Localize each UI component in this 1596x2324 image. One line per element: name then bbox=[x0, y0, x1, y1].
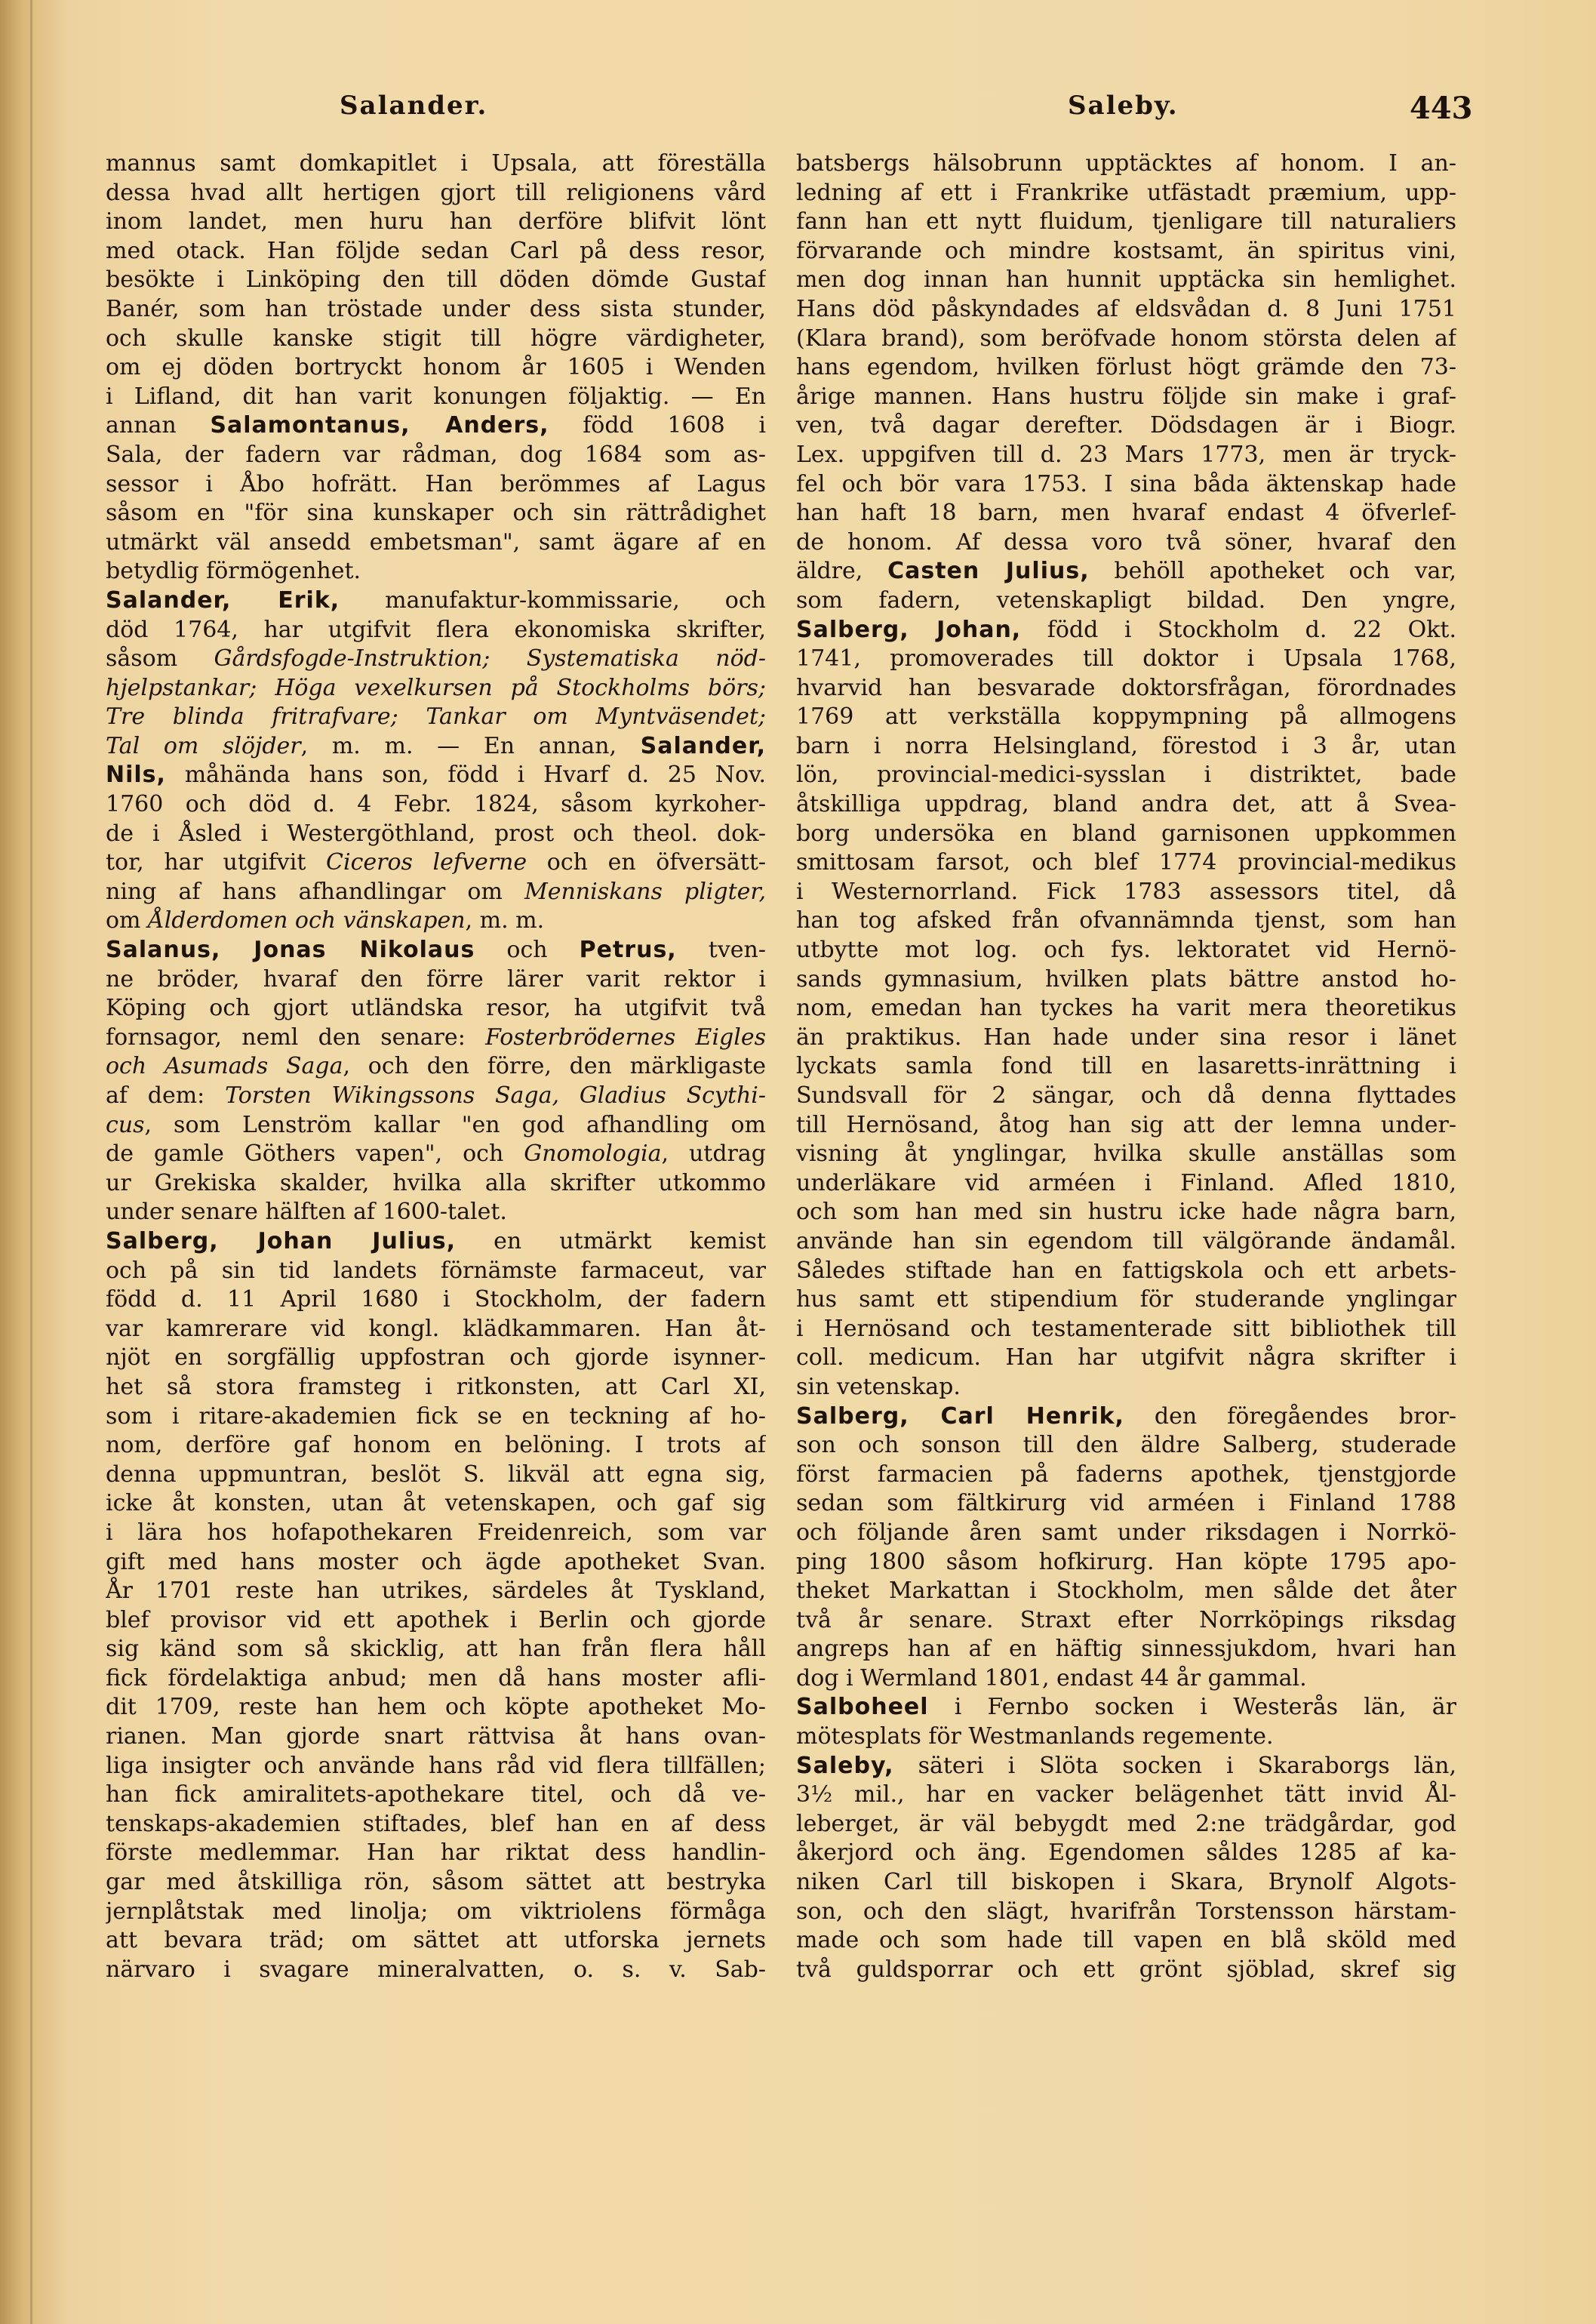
text-line bbox=[796, 1810, 1456, 1839]
text-line bbox=[796, 557, 1456, 586]
text-run: åkerjord och äng. Egendomen såldes 1285 af ka- bbox=[796, 1839, 1456, 1867]
text-run: närvaro i svagare mineralvatten, o. s. v. Sab- bbox=[106, 1956, 766, 1983]
text-line bbox=[106, 1227, 766, 1257]
text-line bbox=[796, 353, 1456, 383]
text-run: född d. 11 April 1680 i Stockholm, der fadern bbox=[106, 1286, 766, 1313]
text-run: i Fernbo socken i Westerås län, är bbox=[928, 1694, 1456, 1721]
entry-headword: Salander, Erik, bbox=[106, 586, 340, 614]
text-line bbox=[796, 1577, 1456, 1606]
text-line bbox=[796, 1198, 1456, 1227]
text-line bbox=[796, 1140, 1456, 1169]
text-line bbox=[106, 1664, 766, 1694]
text-run: och en öfversätt- bbox=[527, 849, 766, 876]
text-run: Köping och gjort utländska resor, ha utgifvit två bbox=[106, 995, 766, 1022]
text-line bbox=[796, 936, 1456, 965]
text-line bbox=[106, 1111, 766, 1140]
text-run: manufaktur-kommissarie, och bbox=[340, 586, 766, 614]
text-run: af dem: bbox=[106, 1082, 226, 1109]
text-line bbox=[796, 1285, 1456, 1315]
text-line bbox=[106, 790, 766, 820]
text-run: om bbox=[106, 907, 149, 934]
text-line bbox=[106, 1956, 766, 1985]
text-line bbox=[106, 1839, 766, 1868]
text-line bbox=[106, 1606, 766, 1636]
text-run: Sundsvall för 2 sängar, och då denna flyttades bbox=[796, 1082, 1456, 1109]
text-line bbox=[796, 1082, 1456, 1111]
text-line bbox=[796, 1722, 1456, 1752]
text-line bbox=[796, 208, 1456, 237]
text-line bbox=[796, 1519, 1456, 1548]
text-run: sig känd som så skicklig, att han från flera håll bbox=[106, 1636, 766, 1663]
text-run: dessa hvad allt hertigen gjort till religionens vård bbox=[106, 179, 766, 206]
text-line bbox=[106, 1431, 766, 1461]
text-line bbox=[796, 179, 1456, 208]
text-run: ven, två dagar derefter. Dödsdagen är i Biogr. bbox=[796, 412, 1456, 439]
title-italic: och Asumads Saga bbox=[106, 1053, 343, 1080]
text-line bbox=[796, 1461, 1456, 1490]
text-run: , utdrag bbox=[661, 1140, 766, 1168]
text-run: besökte i Linköping den till döden dömde Gustaf bbox=[106, 266, 766, 294]
text-line bbox=[796, 616, 1456, 645]
text-run: sin vetenskap. bbox=[796, 1373, 961, 1400]
text-line bbox=[106, 441, 766, 470]
title-italic: Ciceros lefverne bbox=[326, 849, 527, 876]
text-run: borg undersöka en bland garnisonen uppkommen bbox=[796, 820, 1456, 847]
text-line bbox=[106, 1461, 766, 1490]
text-run: lyckats samla fond till en lasaretts-inrättning i bbox=[796, 1053, 1456, 1080]
text-run: het så stora framsteg i ritkonsten, att Carl XI, bbox=[106, 1373, 766, 1400]
text-line bbox=[106, 1898, 766, 1927]
text-line bbox=[106, 1344, 766, 1373]
text-line bbox=[106, 1402, 766, 1432]
text-run: rianen. Man gjorde snart rättvisa åt hans ovan- bbox=[106, 1723, 766, 1750]
entry-headword: Saleby, bbox=[796, 1752, 894, 1779]
text-line bbox=[796, 1693, 1456, 1722]
text-line bbox=[796, 237, 1456, 266]
text-line bbox=[796, 965, 1456, 995]
text-run: såsom bbox=[106, 645, 214, 673]
text-run: underläkare vid arméen i Finland. Afled 1810, bbox=[796, 1169, 1456, 1196]
text-run: till Hernösand, åtog han sig att der lemna under- bbox=[796, 1111, 1456, 1138]
text-line bbox=[796, 411, 1456, 441]
binding-gutter bbox=[30, 0, 32, 2324]
text-line bbox=[106, 1373, 766, 1402]
text-run: barn i norra Helsingland, förestod i 3 år, utan bbox=[796, 732, 1456, 759]
text-line bbox=[796, 790, 1456, 820]
text-run: den föregåendes bror- bbox=[1124, 1402, 1456, 1430]
text-run: med otack. Han följde sedan Carl på dess resor, bbox=[106, 237, 766, 264]
text-run: År 1701 reste han utrikes, särdeles åt Tyskland, bbox=[106, 1578, 766, 1605]
text-run: född i Stockholm d. 22 Okt. bbox=[1021, 616, 1456, 643]
text-run: tven- bbox=[676, 937, 766, 964]
text-run: sands gymnasium, hvilken plats bättre anstod ho- bbox=[796, 965, 1456, 993]
text-line bbox=[106, 353, 766, 383]
text-line bbox=[106, 586, 766, 616]
text-line bbox=[106, 1752, 766, 1781]
text-line bbox=[796, 1868, 1456, 1898]
text-run: mötesplats för Westmanlands regemente. bbox=[796, 1723, 1274, 1750]
text-run: en utmärkt kemist bbox=[456, 1227, 766, 1254]
text-run: smittosam farsot, och blef 1774 provincial-medikus bbox=[796, 849, 1456, 876]
text-run: fick fördelaktiga anbud; men då hans moster afli- bbox=[106, 1664, 766, 1691]
text-line bbox=[796, 1373, 1456, 1402]
text-line bbox=[796, 907, 1456, 936]
title-italic: Gnomologia bbox=[524, 1140, 662, 1168]
title-italic: Fosterbrödernes Eigles bbox=[485, 1023, 766, 1051]
entry-headword: Casten Julius, bbox=[887, 558, 1090, 585]
text-line bbox=[106, 645, 766, 674]
title-italic: hjelpstankar; Höga vexelkursen på Stockholms börs; bbox=[106, 674, 766, 701]
text-line bbox=[106, 325, 766, 354]
text-line bbox=[796, 1227, 1456, 1257]
text-line bbox=[106, 1198, 766, 1227]
text-run: tenskaps-akademien stiftades, blef han en af dess bbox=[106, 1810, 766, 1837]
text-line bbox=[796, 1257, 1456, 1286]
text-run: att bevara träd; om sättet att utforska jernets bbox=[106, 1927, 766, 1954]
text-run: theket Markattan i Stockholm, men sålde det åter bbox=[796, 1578, 1456, 1605]
text-run: de gamle Göthers vapen", och bbox=[106, 1140, 524, 1168]
text-run: i lära hos hofapothekaren Freidenreich, som var bbox=[106, 1519, 766, 1546]
text-line bbox=[106, 1868, 766, 1898]
text-line bbox=[796, 586, 1456, 616]
text-run: gift med hans moster och ägde apotheket Svan. bbox=[106, 1548, 766, 1575]
text-run: och på sin tid landets förnämste farmaceut, var bbox=[106, 1257, 766, 1284]
text-line bbox=[106, 965, 766, 995]
text-line bbox=[796, 1169, 1456, 1199]
entry-headword: Salamontanus, Anders, bbox=[210, 412, 549, 439]
text-run: ne bröder, hvaraf den förre lärer varit rektor i bbox=[106, 965, 766, 993]
text-line bbox=[106, 761, 766, 790]
text-line bbox=[106, 179, 766, 208]
text-line bbox=[796, 528, 1456, 558]
text-line bbox=[106, 557, 766, 586]
text-run: 1741, promoverades till doktor i Upsala 1768, bbox=[796, 645, 1456, 673]
text-line bbox=[106, 1052, 766, 1082]
text-line bbox=[106, 936, 766, 965]
text-run: 3½ mil., har en vacker belägenhet tätt invid Ål- bbox=[796, 1781, 1456, 1808]
text-run: död 1764, har utgifvit flera ekonomiska skrifter, bbox=[106, 616, 766, 643]
text-line bbox=[796, 295, 1456, 325]
text-line bbox=[796, 1839, 1456, 1868]
page-number: 443 bbox=[1410, 91, 1473, 126]
text-run: ur Grekiska skalder, hvilka alla skrifter utkommo bbox=[106, 1169, 766, 1196]
text-run: 1769 att verkställa koppympning på allmogens bbox=[796, 703, 1456, 731]
text-line bbox=[796, 1111, 1456, 1140]
entry-headword: Nils, bbox=[106, 762, 166, 789]
text-run: , m. m. — En annan, bbox=[300, 732, 641, 759]
text-run: angreps han af en häftig sinnessjukdom, hvari han bbox=[796, 1636, 1456, 1663]
text-line bbox=[796, 470, 1456, 500]
text-run: behöll apotheket och var, bbox=[1089, 558, 1456, 585]
text-run: dog i Wermland 1801, endast 44 år gammal. bbox=[796, 1664, 1307, 1691]
text-line bbox=[796, 848, 1456, 878]
text-run: niken Carl till biskopen i Skara, Brynolf Algots- bbox=[796, 1869, 1456, 1896]
text-run: annan bbox=[106, 412, 211, 439]
text-line bbox=[106, 411, 766, 441]
text-run: såsom en "för sina kunskaper och sin rättrådighet bbox=[106, 500, 766, 527]
text-run: hans egendom, hvilken förlust högt grämde den 73- bbox=[796, 354, 1456, 381]
text-run: son, och den slägt, hvarifrån Torstensson härstam- bbox=[796, 1898, 1456, 1925]
text-run: och skulle kanske stigit till högre värdigheter, bbox=[106, 325, 766, 352]
text-line bbox=[106, 1023, 766, 1053]
text-line bbox=[106, 820, 766, 849]
text-run: som fadern, vetenskapligt bildad. Den yngre, bbox=[796, 586, 1456, 614]
text-run: leberget, är väl bebygdt med 2:ne trädgårdar, god bbox=[796, 1810, 1456, 1837]
text-run: batsbergs hälsobrunn upptäcktes af honom. I an- bbox=[796, 150, 1456, 177]
text-run: men dog innan han hunnit upptäcka sin hemlighet. bbox=[796, 266, 1456, 294]
text-run: inom landet, men huru han derföre blifvit lönt bbox=[106, 208, 766, 235]
text-run: betydlig förmögenhet. bbox=[106, 558, 361, 585]
text-line bbox=[796, 1315, 1456, 1344]
text-run: i Hernösand och testamenterade sitt bibliothek till bbox=[796, 1315, 1456, 1342]
text-line bbox=[106, 1548, 766, 1578]
text-run: icke åt konsten, utan åt vetenskapen, och gaf sig bbox=[106, 1490, 766, 1517]
text-run: säteri i Slöta socken i Skaraborgs län, bbox=[893, 1752, 1456, 1779]
text-run: och bbox=[475, 937, 580, 964]
header-left-catchword: Salander. bbox=[340, 91, 488, 121]
text-run: måhända hans son, född i Hvarf d. 25 Nov. bbox=[165, 762, 766, 789]
text-line bbox=[106, 266, 766, 295]
entry-headword: Salanus, Jonas Nikolaus bbox=[106, 937, 475, 964]
text-line bbox=[796, 1344, 1456, 1373]
text-line bbox=[796, 761, 1456, 790]
text-run: i Lifland, dit han varit konungen följaktig. — En bbox=[106, 383, 766, 410]
text-line bbox=[106, 1577, 766, 1606]
text-line bbox=[796, 1052, 1456, 1082]
text-run: , och den förre, den märkligaste bbox=[343, 1053, 766, 1080]
text-line bbox=[796, 645, 1456, 674]
text-line bbox=[796, 703, 1456, 732]
text-line bbox=[106, 1082, 766, 1111]
text-line bbox=[106, 732, 766, 762]
title-italic: cus bbox=[106, 1111, 145, 1138]
text-line bbox=[106, 1285, 766, 1315]
text-run: åtskilliga uppdrag, bland andra det, att å Svea- bbox=[796, 791, 1456, 818]
text-line bbox=[106, 616, 766, 645]
text-line bbox=[106, 237, 766, 266]
text-run: fornsagor, neml den senare: bbox=[106, 1023, 486, 1051]
text-run: årige mannen. Hans hustru följde sin make i graf- bbox=[796, 383, 1456, 410]
text-line bbox=[796, 1926, 1456, 1956]
text-line bbox=[796, 1635, 1456, 1664]
text-run: förste medlemmar. Han har riktat dess handlin- bbox=[106, 1839, 766, 1867]
title-italic: Gårdsfogde-Instruktion; Systematiska nöd- bbox=[214, 645, 766, 673]
text-run: mannus samt domkapitlet i Upsala, att föreställa bbox=[106, 150, 766, 177]
text-run: coll. medicum. Han har utgifvit några skrifter i bbox=[796, 1344, 1456, 1371]
title-italic: Torsten Wikingssons Saga, Gladius Scythi- bbox=[225, 1082, 766, 1109]
text-run: dit 1709, reste han hem och köpte apotheket Mo- bbox=[106, 1694, 766, 1721]
text-run: tor, har utgifvit bbox=[106, 849, 327, 876]
text-line bbox=[796, 499, 1456, 528]
text-line bbox=[106, 994, 766, 1023]
text-run: utmärkt väl ansedd embetsman", samt ägare af en bbox=[106, 528, 766, 556]
text-line bbox=[106, 674, 766, 703]
text-line bbox=[106, 499, 766, 528]
text-line bbox=[106, 1315, 766, 1344]
text-line bbox=[106, 848, 766, 878]
text-line bbox=[796, 732, 1456, 762]
text-run: född 1608 i bbox=[549, 412, 766, 439]
title-italic: Tre blinda fritrafvare; Tankar om Myntväsendet; bbox=[106, 703, 766, 731]
text-run: jernplåtstak med linolja; om viktriolens förmåga bbox=[106, 1898, 766, 1925]
text-run: gar med åtskilliga rön, såsom sättet att bestryka bbox=[106, 1869, 766, 1896]
text-run: ping 1800 såsom hofkirurg. Han köpte 1795 apo- bbox=[796, 1548, 1456, 1575]
text-run: , m. m. bbox=[465, 907, 545, 934]
text-line bbox=[106, 1169, 766, 1199]
running-header bbox=[0, 91, 1596, 136]
text-line bbox=[106, 295, 766, 325]
entry-headword: Salberg, Johan Julius, bbox=[106, 1227, 456, 1254]
text-run: och som han med sin hustru icke hade några barn, bbox=[796, 1199, 1456, 1226]
text-run: som i ritare-akademien fick se en teckning af ho- bbox=[106, 1402, 766, 1430]
text-line bbox=[796, 1898, 1456, 1927]
text-line bbox=[796, 878, 1456, 907]
text-line bbox=[106, 1810, 766, 1839]
text-line bbox=[796, 1781, 1456, 1810]
text-run: nom, derföre gaf honom en belöning. I trots af bbox=[106, 1432, 766, 1459]
text-run: 1760 och död d. 4 Febr. 1824, såsom kyrkoher- bbox=[106, 791, 766, 818]
entry-headword: Salberg, Carl Henrik, bbox=[796, 1402, 1124, 1430]
text-run: först farmacien på faderns apothek, tjenstgjorde bbox=[796, 1461, 1456, 1488]
text-run: liga insigter och använde hans råd vid flera tillfällen; bbox=[106, 1752, 766, 1779]
text-run: och följande åren samt under riksdagen i Norrkö- bbox=[796, 1519, 1456, 1546]
text-line bbox=[106, 383, 766, 412]
text-run: två guldsporrar och ett grönt sjöblad, skref sig bbox=[796, 1956, 1456, 1983]
text-line bbox=[796, 1752, 1456, 1781]
text-line bbox=[796, 1606, 1456, 1636]
text-run: han haft 18 barn, men hvaraf endast 4 öfverlef- bbox=[796, 500, 1456, 527]
text-run: de honom. Af dessa voro två söner, hvaraf den bbox=[796, 528, 1456, 556]
text-line bbox=[106, 1257, 766, 1286]
text-line bbox=[106, 1489, 766, 1519]
text-line bbox=[796, 441, 1456, 470]
text-line bbox=[106, 703, 766, 732]
text-line bbox=[106, 470, 766, 500]
text-line bbox=[796, 994, 1456, 1023]
text-line bbox=[106, 1693, 766, 1722]
title-italic: Ålderdomen och vänskapen bbox=[148, 907, 466, 934]
entry-headword: Salboheel bbox=[796, 1694, 929, 1721]
text-line bbox=[796, 1956, 1456, 1985]
text-run: nom, emedan han tyckes ha varit mera theoretikus bbox=[796, 995, 1456, 1022]
text-line bbox=[106, 208, 766, 237]
text-run: hvarvid han besvarade doktorsfrågan, förordnades bbox=[796, 674, 1456, 701]
text-line bbox=[796, 149, 1456, 179]
text-run: , som Lenström kallar "en god afhandling om bbox=[144, 1111, 766, 1138]
text-line bbox=[106, 1722, 766, 1752]
text-line bbox=[106, 1519, 766, 1548]
entry-headword: Petrus, bbox=[579, 937, 677, 964]
text-run: sessor i Åbo hofrätt. Han berömmes af Lagus bbox=[106, 470, 766, 497]
text-line bbox=[796, 820, 1456, 849]
text-line bbox=[106, 528, 766, 558]
text-run: än praktikus. Han hade under sina resor i länet bbox=[796, 1023, 1456, 1051]
text-line bbox=[796, 325, 1456, 354]
text-run: hus samt ett stipendium för studerande ynglingar bbox=[796, 1286, 1456, 1313]
entry-headword: Salberg, Johan, bbox=[796, 616, 1022, 643]
text-line bbox=[796, 1664, 1456, 1694]
text-run: sedan som fältkirurg vid arméen i Finland 1788 bbox=[796, 1490, 1456, 1517]
text-run: under senare hälften af 1600-talet. bbox=[106, 1199, 507, 1226]
text-run: två år senare. Straxt efter Norrköpings riksdag bbox=[796, 1606, 1456, 1633]
text-run: äldre, bbox=[796, 558, 888, 585]
text-line bbox=[106, 149, 766, 179]
text-line bbox=[796, 1489, 1456, 1519]
left-column bbox=[106, 149, 766, 1984]
text-run: Hans död påskyndades af eldsvådan d. 8 Juni 1751 bbox=[796, 295, 1456, 322]
text-run: son och sonson till den äldre Salberg, studerade bbox=[796, 1432, 1456, 1459]
entry-headword: Salander, bbox=[640, 732, 766, 759]
text-run: made och som hade till vapen en blå sköld med bbox=[796, 1927, 1456, 1954]
text-line bbox=[796, 1023, 1456, 1053]
text-run: visning åt ynglingar, hvilka skulle anställas som bbox=[796, 1140, 1456, 1168]
text-line bbox=[106, 1140, 766, 1169]
title-italic: Menniskans pligter, bbox=[524, 878, 766, 905]
right-column bbox=[796, 149, 1456, 1984]
text-run: Lex. uppgifven till d. 23 Mars 1773, men är tryck- bbox=[796, 441, 1456, 468]
text-run: om ej döden bortryckt honom år 1605 i Wenden bbox=[106, 354, 766, 381]
header-right-catchword: Saleby. bbox=[1068, 91, 1179, 121]
text-run: ning af hans afhandlingar om bbox=[106, 878, 525, 905]
title-italic: Tal om slöjder bbox=[106, 732, 301, 759]
text-line bbox=[796, 1548, 1456, 1578]
text-line bbox=[106, 907, 766, 936]
text-line bbox=[796, 266, 1456, 295]
text-line bbox=[106, 1781, 766, 1810]
text-run: använde han sin egendom till välgörande ändamål. bbox=[796, 1227, 1456, 1254]
text-run: Sala, der fadern var rådman, dog 1684 som as- bbox=[106, 441, 766, 468]
text-run: Således stiftade han en fattigskola och ett arbets- bbox=[796, 1257, 1456, 1284]
text-run: lön, provincial-medici-sysslan i distriktet, bade bbox=[796, 762, 1456, 789]
text-run: fel och bör vara 1753. I sina båda äktenskap hade bbox=[796, 470, 1456, 497]
text-line bbox=[796, 1431, 1456, 1461]
text-run: han tog afsked från ofvannämnda tjenst, som han bbox=[796, 907, 1456, 934]
text-run: utbytte mot log. och fys. lektoratet vid Hernö- bbox=[796, 937, 1456, 964]
text-run: i Westernorrland. Fick 1783 assessors titel, då bbox=[796, 878, 1456, 905]
text-run: (Klara brand), som beröfvade honom största delen af bbox=[796, 325, 1456, 352]
text-run: Banér, som han tröstade under dess sista stunder, bbox=[106, 295, 766, 322]
text-run: han fick amiralitets-apothekare titel, och då ve- bbox=[106, 1781, 766, 1808]
text-line bbox=[796, 674, 1456, 703]
text-line bbox=[106, 1635, 766, 1664]
text-run: njöt en sorgfällig uppfostran och gjorde isynner- bbox=[106, 1344, 766, 1371]
text-run: fann han ett nytt fluidum, tjenligare till naturaliers bbox=[796, 208, 1456, 235]
text-run: förvarande och mindre kostsamt, än spiritus vini, bbox=[796, 237, 1456, 264]
text-run: ledning af ett i Frankrike utfästadt præmium, upp- bbox=[796, 179, 1456, 206]
text-run: var kamrerare vid kongl. klädkammaren. Han åt- bbox=[106, 1315, 766, 1342]
text-run: denna uppmuntran, beslöt S. likväl att egna sig, bbox=[106, 1461, 766, 1488]
text-line bbox=[796, 383, 1456, 412]
text-line bbox=[796, 1402, 1456, 1432]
text-line bbox=[106, 1926, 766, 1956]
text-run: de i Åsled i Westergöthland, prost och theol. dok- bbox=[106, 820, 766, 847]
text-run: blef provisor vid ett apothek i Berlin och gjorde bbox=[106, 1606, 766, 1633]
text-line bbox=[106, 878, 766, 907]
